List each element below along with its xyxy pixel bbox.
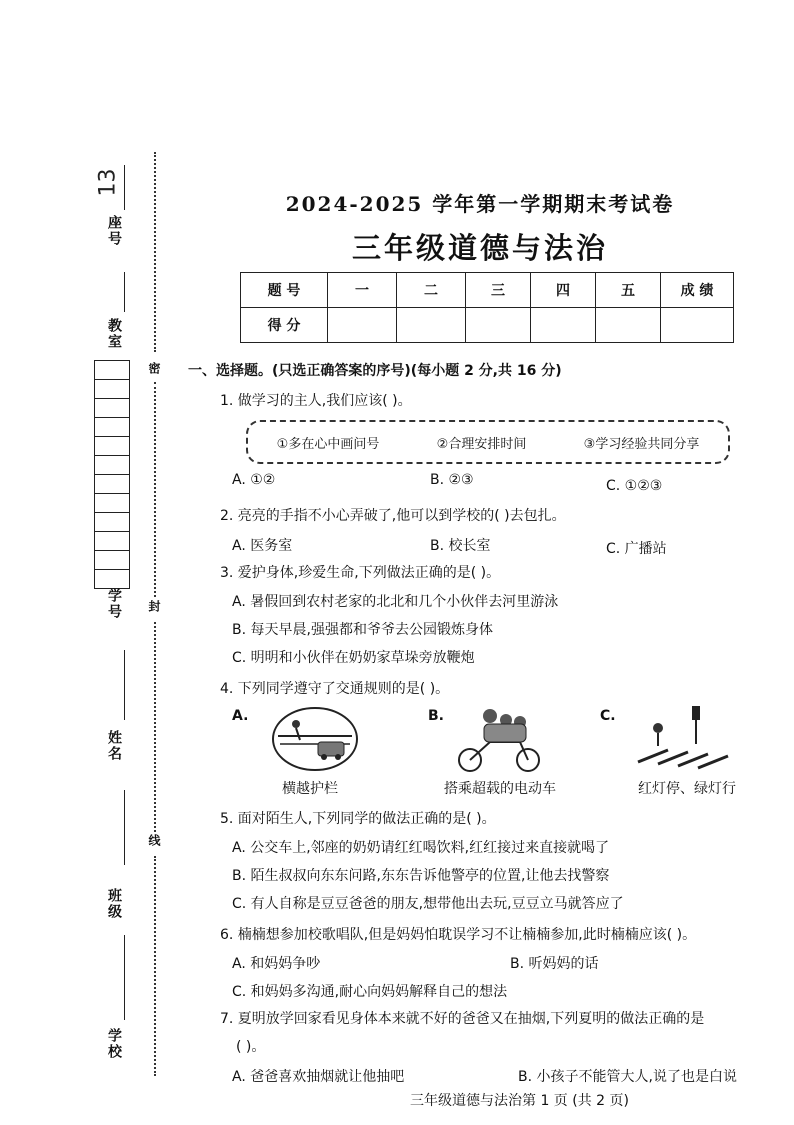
score-value-row [241, 308, 734, 343]
option-c[interactable]: C. 明明和小伙伴在奶奶家草垛旁放鞭炮 [232, 650, 475, 666]
score-cell: 五 [596, 273, 661, 308]
exam-title: 2024-2025 学年第一学期期末考试卷 [285, 192, 675, 216]
class-label: 班级 [106, 888, 122, 920]
score-input[interactable] [466, 308, 531, 343]
question-3-stem: 3. 爱护身体,珍爱生命,下列做法正确的是( )。 [220, 565, 501, 581]
option-a[interactable]: A. [232, 708, 249, 724]
option-b[interactable]: B. 小孩子不能管大人,说了也是白说 [518, 1069, 737, 1085]
option-c[interactable]: C. [600, 708, 616, 724]
student-id-grid[interactable] [94, 360, 130, 589]
statement-1: ①多在心中画问号 [276, 436, 380, 452]
question-4-stem: 4. 下列同学遵守了交通规则的是( )。 [220, 681, 450, 697]
seat-underline [124, 165, 125, 210]
option-a[interactable]: A. 公交车上,邻座的奶奶请红红喝饮料,红红接过来直接就喝了 [232, 840, 610, 856]
question-1-statements [246, 420, 730, 464]
score-cell: 四 [531, 273, 596, 308]
caption-b: 搭乘超载的电动车 [444, 781, 556, 797]
crossing-railing-illustration [270, 706, 360, 772]
option-c[interactable]: C. 和妈妈多沟通,耐心向妈妈解释自己的想法 [232, 984, 508, 1000]
line-char: 线 [147, 834, 161, 848]
score-cell: 一 [328, 273, 397, 308]
classroom-label: 教室 [106, 318, 122, 350]
question-1-stem: 1. 做学习的主人,我们应该( )。 [220, 393, 412, 409]
seat-value[interactable]: 13 [95, 168, 121, 197]
option-c[interactable]: C. ①②③ [606, 478, 663, 494]
seal-line-mid [154, 382, 156, 597]
statement-3: ③学习经验共同分享 [583, 436, 700, 452]
option-b[interactable]: B. ②③ [430, 472, 474, 488]
option-c[interactable]: C. 有人自称是豆豆爸爸的朋友,想带他出去玩,豆豆立马就答应了 [232, 896, 624, 912]
score-cell: 二 [397, 273, 466, 308]
option-a[interactable]: A. 和妈妈争吵 [232, 956, 321, 972]
page-footer: 三年级道德与法治第 1 页 (共 2 页) [410, 1093, 629, 1109]
seal-line-bottom [154, 856, 156, 1076]
name-label: 姓名 [106, 730, 122, 762]
score-table [240, 272, 734, 343]
overloaded-scooter-illustration [450, 702, 550, 774]
score-cell: 得 分 [241, 308, 328, 343]
score-cell: 成 绩 [661, 273, 734, 308]
option-b[interactable]: B. 听妈妈的话 [510, 956, 599, 972]
score-input[interactable] [531, 308, 596, 343]
section-title: 一、选择题。(只选正确答案的序号)(每小题 2 分,共 16 分) [188, 363, 562, 379]
traffic-light-crossing-illustration [628, 704, 748, 770]
seal-char: 密 [147, 362, 161, 376]
student-id-label: 学号 [106, 588, 122, 620]
caption-a: 横越护栏 [282, 781, 338, 797]
name-underline [124, 650, 125, 720]
seal-line-lower [154, 622, 156, 832]
score-input[interactable] [397, 308, 466, 343]
class-underline [124, 790, 125, 865]
sealing-char: 封 [147, 600, 161, 614]
question-2-stem: 2. 亮亮的手指不小心弄破了,他可以到学校的( )去包扎。 [220, 508, 566, 524]
question-6-stem: 6. 楠楠想参加校歌唱队,但是妈妈怕耽误学习不让楠楠参加,此时楠楠应该( )。 [220, 927, 697, 943]
option-a[interactable]: A. 爸爸喜欢抽烟就让他抽吧 [232, 1069, 405, 1085]
question-7-blank[interactable]: ( )。 [236, 1039, 266, 1055]
seat-label: 座号 [106, 215, 122, 247]
option-b[interactable]: B. 校长室 [430, 538, 491, 554]
question-7-stem: 7. 夏明放学回家看见身体本来就不好的爸爸又在抽烟,下列夏明的做法正确的是 [220, 1011, 705, 1027]
seal-line-top [154, 152, 156, 352]
score-input[interactable] [661, 308, 734, 343]
score-header-row [241, 273, 734, 308]
option-b[interactable]: B. 陌生叔叔向东东问路,东东告诉他警亭的位置,让他去找警察 [232, 868, 610, 884]
score-input[interactable] [596, 308, 661, 343]
exam-subtitle: 三年级道德与法治 [351, 231, 608, 265]
score-cell: 三 [466, 273, 531, 308]
school-underline [124, 935, 125, 1020]
option-a[interactable]: A. ①② [232, 472, 276, 488]
option-a[interactable]: A. 暑假回到农村老家的北北和几个小伙伴去河里游泳 [232, 594, 559, 610]
score-cell: 题 号 [241, 273, 328, 308]
question-5-stem: 5. 面对陌生人,下列同学的做法正确的是( )。 [220, 811, 496, 827]
caption-c: 红灯停、绿灯行 [638, 781, 736, 797]
school-label: 学校 [106, 1028, 122, 1060]
option-b[interactable]: B. 每天早晨,强强都和爷爷去公园锻炼身体 [232, 622, 493, 638]
classroom-underline [124, 272, 125, 312]
statement-2: ②合理安排时间 [436, 436, 527, 452]
option-a[interactable]: A. 医务室 [232, 538, 293, 554]
option-c[interactable]: C. 广播站 [606, 541, 667, 557]
score-input[interactable] [328, 308, 397, 343]
option-b[interactable]: B. [428, 708, 444, 724]
